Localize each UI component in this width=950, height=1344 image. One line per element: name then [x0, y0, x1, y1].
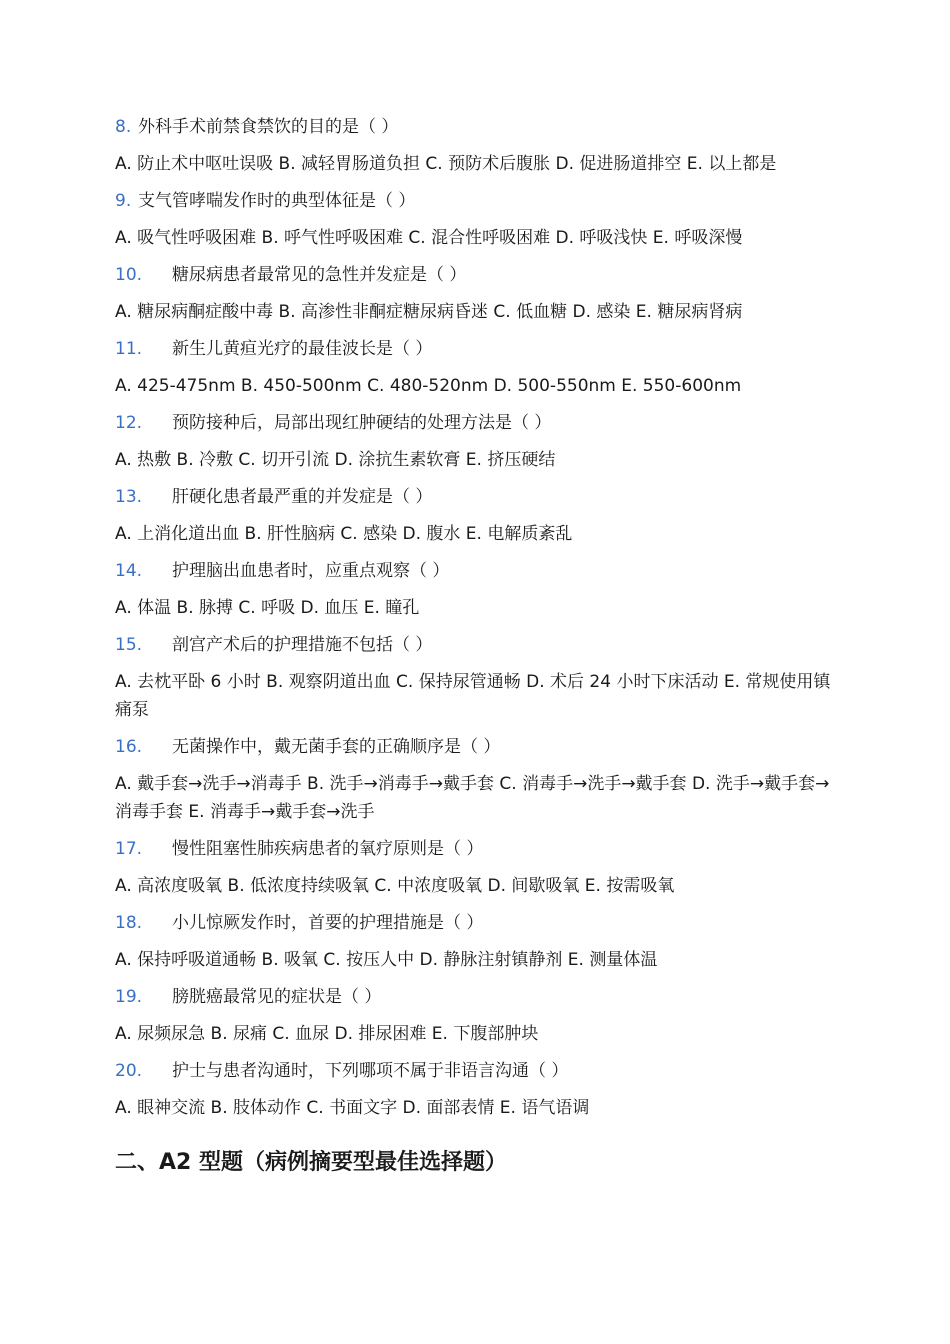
- question-item: [115, 187, 835, 252]
- question-stem: [115, 483, 835, 511]
- question-item: [115, 113, 835, 178]
- question-item: [115, 983, 835, 1048]
- question-item: [115, 631, 835, 724]
- question-text: 肝硬化患者最严重的并发症是（ ）: [172, 487, 433, 507]
- question-stem: [115, 113, 835, 141]
- question-item: [115, 1057, 835, 1122]
- question-stem: [115, 1057, 835, 1085]
- question-options: A. 体温 B. 脉搏 C. 呼吸 D. 血压 E. 瞳孔: [115, 598, 420, 618]
- question-text: 护理脑出血患者时，应重点观察（ ）: [172, 561, 450, 581]
- question-options: A. 上消化道出血 B. 肝性脑病 C. 感染 D. 腹水 E. 电解质紊乱: [115, 524, 573, 544]
- question-options: A. 热敷 B. 冷敷 C. 切开引流 D. 涂抗生素软膏 E. 挤压硬结: [115, 450, 556, 470]
- question-stem: [115, 909, 835, 937]
- question-number: 15.: [115, 635, 143, 655]
- question-options: A. 防止术中呕吐误吸 B. 减轻胃肠道负担 C. 预防术后腹胀 D. 促进肠道排空 E. 以上都是: [115, 154, 777, 174]
- question-item: [115, 835, 835, 900]
- question-number: 18.: [115, 913, 143, 933]
- question-number: 9.: [115, 191, 132, 211]
- question-item: [115, 483, 835, 548]
- question-options: A. 425-475nm B. 450-500nm C. 480-520nm D. 500-550nm E. 550-600nm: [115, 376, 742, 396]
- question-number: 11.: [115, 339, 143, 359]
- question-options: A. 戴手套→洗手→消毒手 B. 洗手→消毒手→戴手套 C. 消毒手→洗手→戴手套 D. 洗手→戴手套→消毒手套 E. 消毒手→戴手套→洗手: [115, 774, 830, 822]
- question-text: 慢性阻塞性肺疾病患者的氧疗原则是（ ）: [172, 839, 484, 859]
- question-options: A. 高浓度吸氧 B. 低浓度持续吸氧 C. 中浓度吸氧 D. 间歇吸氧 E. 按需吸氧: [115, 876, 675, 896]
- question-item: [115, 261, 835, 326]
- question-stem: [115, 733, 835, 761]
- question-stem: [115, 335, 835, 363]
- question-number: 17.: [115, 839, 143, 859]
- question-stem: [115, 187, 835, 215]
- question-number: 10.: [115, 265, 143, 285]
- question-number: 8.: [115, 117, 132, 137]
- question-options: A. 吸气性呼吸困难 B. 呼气性呼吸困难 C. 混合性呼吸困难 D. 呼吸浅快 E. 呼吸深慢: [115, 228, 743, 248]
- question-number: 19.: [115, 987, 143, 1007]
- question-number: 20.: [115, 1061, 143, 1081]
- question-text: 预防接种后，局部出现红肿硬结的处理方法是（ ）: [172, 413, 552, 433]
- question-options: A. 尿频尿急 B. 尿痛 C. 血尿 D. 排尿困难 E. 下腹部肿块: [115, 1024, 539, 1044]
- question-text: 无菌操作中，戴无菌手套的正确顺序是（ ）: [172, 737, 501, 757]
- question-stem: [115, 631, 835, 659]
- question-options: A. 糖尿病酮症酸中毒 B. 高渗性非酮症糖尿病昏迷 C. 低血糖 D. 感染 E. 糖尿病肾病: [115, 302, 743, 322]
- question-text: 外科手术前禁食禁饮的目的是（ ）: [138, 117, 399, 137]
- question-stem: [115, 557, 835, 585]
- question-item: [115, 335, 835, 400]
- question-number: 12.: [115, 413, 143, 433]
- question-item: [115, 733, 835, 826]
- question-stem: [115, 261, 835, 289]
- question-options: A. 眼神交流 B. 肢体动作 C. 书面文字 D. 面部表情 E. 语气语调: [115, 1098, 590, 1118]
- question-number: 16.: [115, 737, 143, 757]
- question-item: [115, 409, 835, 474]
- question-text: 护士与患者沟通时，下列哪项不属于非语言沟通（ ）: [172, 1061, 569, 1081]
- question-text: 新生儿黄疸光疗的最佳波长是（ ）: [172, 339, 433, 359]
- question-page: [115, 113, 835, 1178]
- question-stem: [115, 835, 835, 863]
- question-stem: [115, 983, 835, 1011]
- question-text: 糖尿病患者最常见的急性并发症是（ ）: [172, 265, 467, 285]
- question-number: 14.: [115, 561, 143, 581]
- question-options: A. 去枕平卧 6 小时 B. 观察阴道出血 C. 保持尿管通畅 D. 术后 24 小时下床活动 E. 常规使用镇痛泵: [115, 672, 831, 720]
- question-text: 小儿惊厥发作时，首要的护理措施是（ ）: [172, 913, 484, 933]
- question-text: 支气管哮喘发作时的典型体征是（ ）: [138, 191, 416, 211]
- question-text: 膀胱癌最常见的症状是（ ）: [172, 987, 382, 1007]
- question-item: [115, 557, 835, 622]
- section-heading: 二、A2 型题（病例摘要型最佳选择题）: [115, 1150, 507, 1175]
- question-text: 剖宫产术后的护理措施不包括（ ）: [172, 635, 433, 655]
- question-number: 13.: [115, 487, 143, 507]
- question-stem: [115, 409, 835, 437]
- question-options: A. 保持呼吸道通畅 B. 吸氧 C. 按压人中 D. 静脉注射镇静剂 E. 测量体温: [115, 950, 658, 970]
- question-item: [115, 909, 835, 974]
